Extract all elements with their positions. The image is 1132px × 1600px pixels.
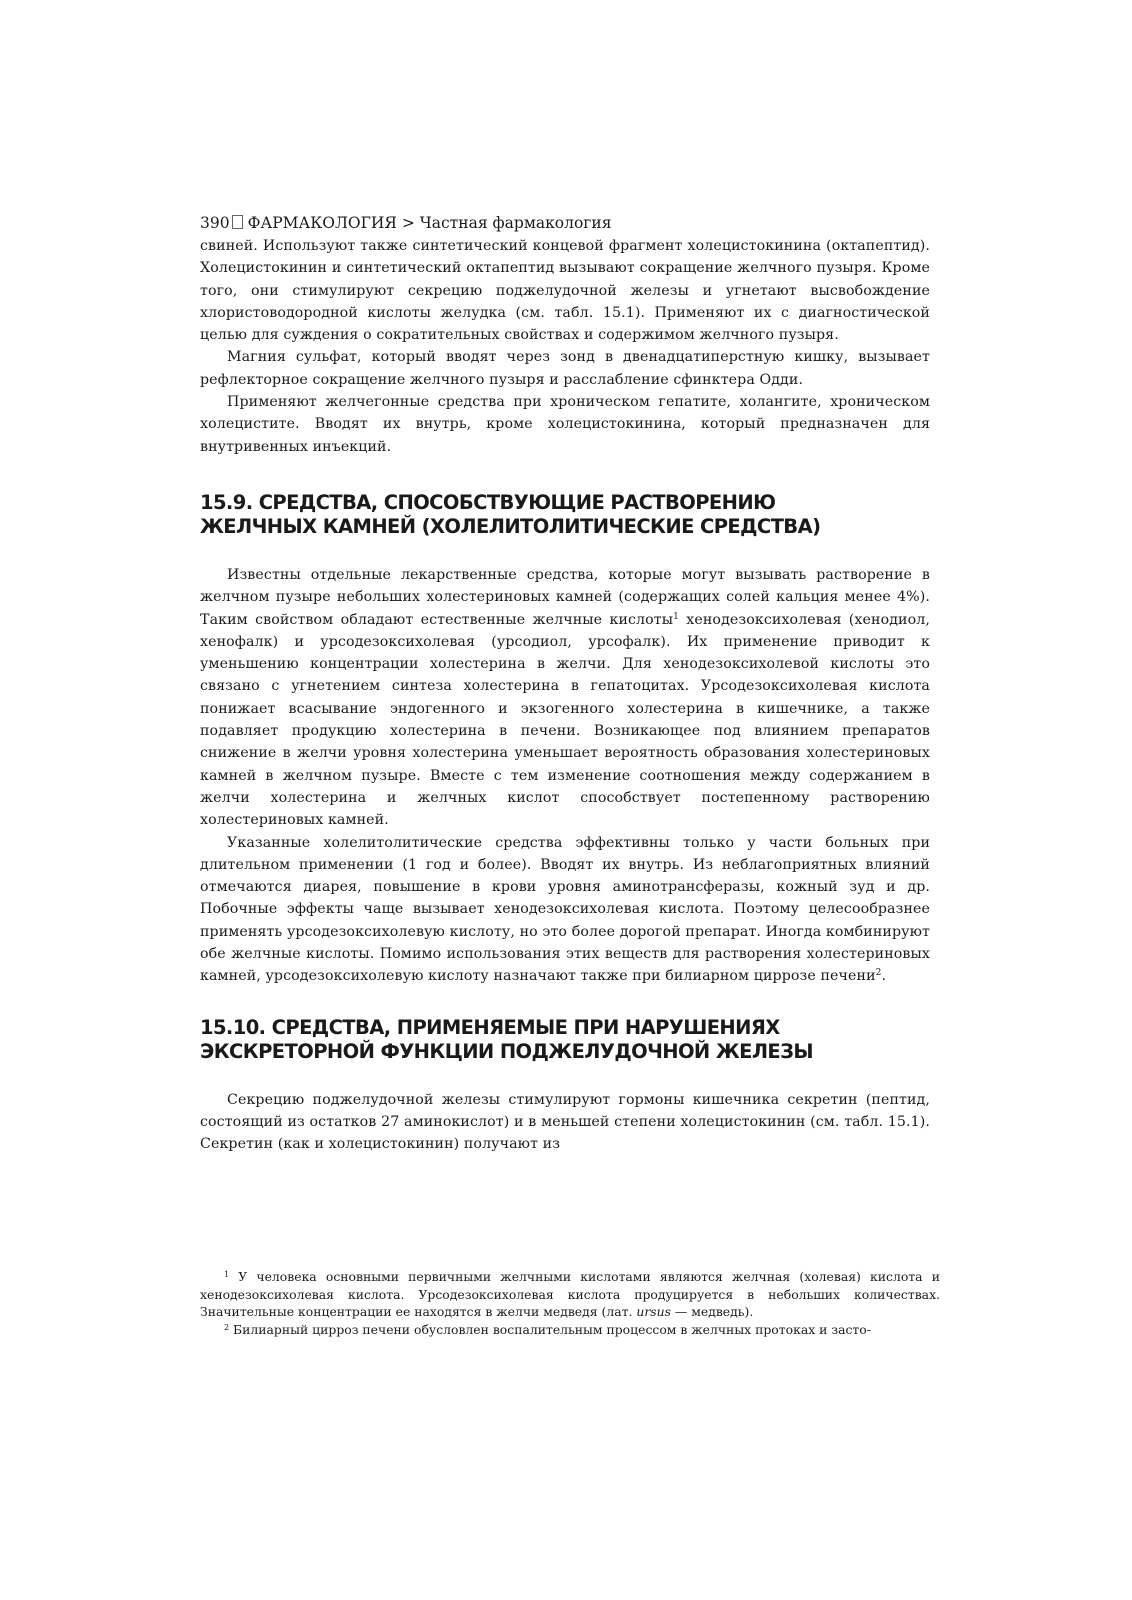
paragraph-text: хенодезоксихолевая (хенодиол, хенофалк) и урсодезоксихолевая (урсодиол, урсофалк). Их применение приводит к уменьшению концентрации холестерина в желчи. Для хенодезоксихолевой кислоты это связано с угнетением синтеза холестерина в гепатоцитах. Урсодезоксихолевая кислота понижает всасывание эндогенного и экзогенного холестерина в кишечнике, а также подавляет продукцию холестерина в печени. Возникающее под влиянием препаратов снижение в желчи уровня холестерина уменьшает вероятность образования холестериновых камней в желчном пузыре. Вместе с тем изменение соотношения между содержанием в желчи холестерина и желчных кислот способствует постепенному растворению холестериновых камней. [200,611,930,829]
section-15-10-paragraph-1: Секрецию поджелудочной железы стимулируют гормоны кишечника секретин (пептид, состоящий из остатков 27 аминокислот) и в меньшей степени холецистокинин (см. табл. 15.1). Секретин (как и холецистокинин) получают из [200,1091,930,1153]
paragraph-text: Известны отдельные лекарственные средства, которые могут вызывать растворение в желчном пузыре небольших холестериновых камней (содержащих солей кальция менее 4%). Таким свойством обладают естественные желчные кислоты [200,566,930,628]
section-heading-15-9 [200,491,930,540]
section-heading-15-9-line1: 15.9. СРЕДСТВА, СПОСОБСТВУЮЩИЕ РАСТВОРЕНИЮ [200,490,776,514]
book-title: ФАРМАКОЛОГИЯ [247,214,397,232]
footnotes [200,1268,940,1338]
page-marker-icon [232,215,243,229]
intro-paragraph-2: Магния сульфат, который вводят через зонд в двенадцатиперстную кишку, вызывает рефлекторное сокращение желчного пузыря и расслабление сфинктера Одди. [200,349,930,388]
section-15-9-paragraph-2 [200,832,930,988]
footnote-latin-term: ursus [636,1304,671,1319]
section-heading-15-10-line2: ЭКСКРЕТОРНОЙ ФУНКЦИИ ПОДЖЕЛУДОЧНОЙ ЖЕЛЕЗЫ [200,1040,813,1064]
page-body [200,212,930,1156]
breadcrumb-separator: > [401,214,415,232]
footnote-1 [200,1268,940,1321]
footnote-2 [200,1321,940,1339]
footnote-ref-2: 2 [875,968,882,979]
paragraph-text: . [881,968,887,985]
footnote-text: Билиарный цирроз печени обусловлен воспалительным процессом в желчных протоках и засто- [229,1321,871,1337]
section-15-9-paragraph-1 [200,564,930,832]
section-heading-15-10-line1: 15.10. СРЕДСТВА, ПРИМЕНЯЕМЫЕ ПРИ НАРУШЕНИЯХ [200,1015,780,1039]
section-name: Частная фармакология [419,214,612,232]
section-heading-15-9-line2: ЖЕЛЧНЫХ КАМНЕЙ (ХОЛЕЛИТОЛИТИЧЕСКИЕ СРЕДСТВА) [200,515,821,539]
intro-paragraph-1: свиней. Используют также синтетический концевой фрагмент холецистокинина (октапептид). Холецистокинин и синтетический октапептид вызывают сокращение желчного пузыря. Кроме того, они стимулируют секрецию поджелудочной железы и угнетают высвобождение хлористоводородной кислоты желудка (см. табл. 15.1). Применяют их с диагностической целью для суждения о сократительных свойствах и содержимом желчного пузыря. [200,238,930,344]
footnote-text: У человека основными первичными желчными кислотами являются желчная (холевая) кислота и хенодезоксихолевая кислота. Урсодезоксихолевая кислота продуцируется в небольших количествах. Значительные концентрации ее находятся в желчи медведя (лат. [200,1269,940,1319]
footnote-text: — медведь). [670,1304,754,1319]
intro-paragraph-3: Применяют желчегонные средства при хроническом гепатите, холангите, хроническом холецистите. Вводят их внутрь, кроме холецистокинина, который предназначен для внутривенных инъекций. [200,394,930,455]
running-head [200,212,930,234]
paragraph-text: Указанные холелитолитические средства эффективны только у части больных при длительном применении (1 год и более). Вводят их внутрь. Из неблагоприятных влияний отмечаются диарея, повышение в крови уровня аминотрансферазы, кожный зуд и др. Побочные эффекты чаще вызывает хенодезоксихолевая кислота. Поэтому целесообразнее применять урсодезоксихолевую кислоту, но это более дорогой препарат. Иногда комбинируют обе желчные кислоты. Помимо использования этих веществ для растворения холестериновых камней, урсодезоксихолевую кислоту назначают также при билиарном циррозе печени [200,834,930,985]
footnote-mark-1: 1 [224,1270,230,1279]
page-number: 390 [200,214,230,232]
footnote-ref-1: 1 [673,611,679,622]
section-heading-15-10 [200,1016,930,1065]
footnote-mark-2: 2 [224,1322,230,1332]
